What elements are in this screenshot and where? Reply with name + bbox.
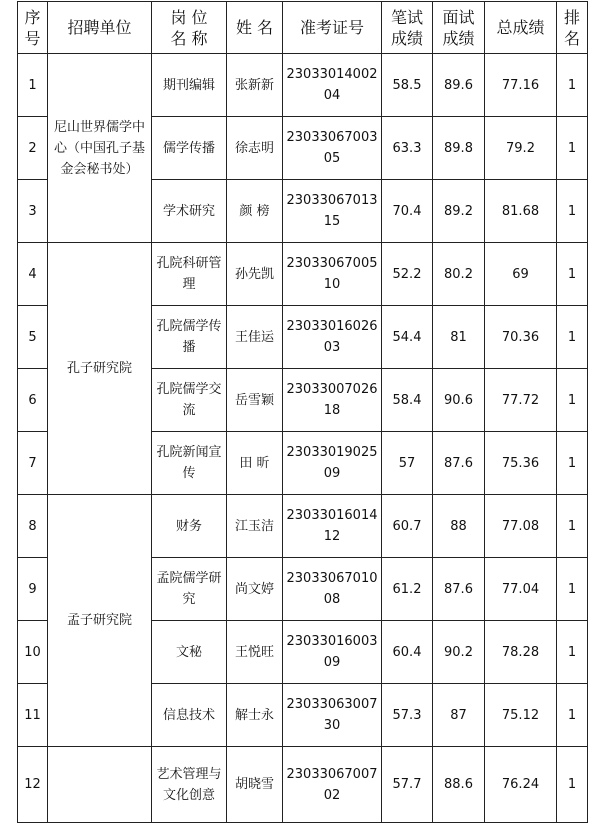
cell-no: 4	[18, 243, 48, 306]
cell-total: 70.36	[485, 306, 557, 369]
table-row	[18, 747, 588, 823]
cell-name: 胡晓雪	[227, 747, 283, 823]
table-row	[18, 495, 588, 558]
cell-written: 57	[382, 432, 433, 495]
cell-interview: 89.6	[433, 54, 485, 117]
cell-written: 60.7	[382, 495, 433, 558]
cell-exam-id: 2303300702618	[283, 369, 382, 432]
cell-rank: 1	[557, 180, 588, 243]
cell-written: 58.5	[382, 54, 433, 117]
cell-total: 77.04	[485, 558, 557, 621]
cell-no: 3	[18, 180, 48, 243]
cell-post: 孔院儒学交流	[152, 369, 227, 432]
cell-total: 81.68	[485, 180, 557, 243]
cell-no: 5	[18, 306, 48, 369]
cell-name: 颜 榜	[227, 180, 283, 243]
cell-post: 孟院儒学研究	[152, 558, 227, 621]
cell-rank: 1	[557, 243, 588, 306]
cell-exam-id: 2303301400204	[283, 54, 382, 117]
cell-rank: 1	[557, 621, 588, 684]
cell-total: 76.24	[485, 747, 557, 823]
cell-interview: 89.2	[433, 180, 485, 243]
cell-interview: 80.2	[433, 243, 485, 306]
header-post: 岗 位 名 称	[152, 2, 227, 54]
cell-interview: 87	[433, 684, 485, 747]
cell-post: 学术研究	[152, 180, 227, 243]
cell-post: 期刊编辑	[152, 54, 227, 117]
cell-exam-id: 2303306701008	[283, 558, 382, 621]
cell-interview: 90.6	[433, 369, 485, 432]
cell-name: 徐志明	[227, 117, 283, 180]
cell-name: 王佳运	[227, 306, 283, 369]
cell-interview: 87.6	[433, 558, 485, 621]
cell-exam-id: 2303301602603	[283, 306, 382, 369]
cell-interview: 81	[433, 306, 485, 369]
cell-total: 77.72	[485, 369, 557, 432]
header-exam-id: 准考证号	[283, 2, 382, 54]
cell-unit: 尼山世界儒学中心（中国孔子基金会秘书处）	[48, 54, 152, 243]
cell-interview: 88	[433, 495, 485, 558]
cell-exam-id: 2303301902509	[283, 432, 382, 495]
cell-name: 孙先凯	[227, 243, 283, 306]
cell-written: 57.7	[382, 747, 433, 823]
cell-name: 岳雪颖	[227, 369, 283, 432]
cell-rank: 1	[557, 306, 588, 369]
cell-post: 孔院科研管理	[152, 243, 227, 306]
header-written: 笔试 成绩	[382, 2, 433, 54]
header-no: 序 号	[18, 2, 48, 54]
cell-written: 57.3	[382, 684, 433, 747]
cell-exam-id: 2303306300730	[283, 684, 382, 747]
cell-post: 儒学传播	[152, 117, 227, 180]
cell-name: 尚文婷	[227, 558, 283, 621]
cell-interview: 88.6	[433, 747, 485, 823]
cell-no: 12	[18, 747, 48, 823]
cell-no: 9	[18, 558, 48, 621]
cell-unit: 孔子研究院	[48, 243, 152, 495]
header-interview: 面试 成绩	[433, 2, 485, 54]
cell-total: 78.28	[485, 621, 557, 684]
header-rank: 排 名	[557, 2, 588, 54]
cell-total: 69	[485, 243, 557, 306]
cell-written: 60.4	[382, 621, 433, 684]
cell-written: 70.4	[382, 180, 433, 243]
cell-name: 解士永	[227, 684, 283, 747]
cell-total: 75.36	[485, 432, 557, 495]
cell-no: 10	[18, 621, 48, 684]
cell-name: 江玉洁	[227, 495, 283, 558]
cell-written: 54.4	[382, 306, 433, 369]
header-name: 姓 名	[227, 2, 283, 54]
cell-total: 79.2	[485, 117, 557, 180]
cell-exam-id: 2303306700305	[283, 117, 382, 180]
cell-exam-id: 2303306700510	[283, 243, 382, 306]
cell-interview: 89.8	[433, 117, 485, 180]
cell-total: 77.08	[485, 495, 557, 558]
cell-rank: 1	[557, 432, 588, 495]
cell-interview: 90.2	[433, 621, 485, 684]
cell-post: 文秘	[152, 621, 227, 684]
cell-exam-id: 2303306701315	[283, 180, 382, 243]
cell-written: 58.4	[382, 369, 433, 432]
table-row	[18, 54, 588, 117]
cell-no: 2	[18, 117, 48, 180]
cell-rank: 1	[557, 495, 588, 558]
cell-exam-id: 2303301600309	[283, 621, 382, 684]
header-row	[18, 2, 588, 54]
cell-rank: 1	[557, 369, 588, 432]
cell-total: 75.12	[485, 684, 557, 747]
cell-no: 8	[18, 495, 48, 558]
cell-post: 孔院新闻宣传	[152, 432, 227, 495]
cell-written: 52.2	[382, 243, 433, 306]
cell-no: 6	[18, 369, 48, 432]
table-row	[18, 243, 588, 306]
cell-exam-id: 2303301601412	[283, 495, 382, 558]
cell-name: 田 昕	[227, 432, 283, 495]
cell-rank: 1	[557, 558, 588, 621]
cell-interview: 87.6	[433, 432, 485, 495]
cell-unit	[48, 747, 152, 823]
results-table	[17, 1, 588, 823]
cell-name: 王悦旺	[227, 621, 283, 684]
cell-rank: 1	[557, 117, 588, 180]
cell-post: 信息技术	[152, 684, 227, 747]
cell-no: 11	[18, 684, 48, 747]
cell-post: 财务	[152, 495, 227, 558]
cell-post: 艺术管理与文化创意	[152, 747, 227, 823]
cell-unit: 孟子研究院	[48, 495, 152, 747]
cell-no: 1	[18, 54, 48, 117]
header-unit: 招聘单位	[48, 2, 152, 54]
cell-exam-id: 2303306700702	[283, 747, 382, 823]
cell-post: 孔院儒学传播	[152, 306, 227, 369]
cell-name: 张新新	[227, 54, 283, 117]
cell-no: 7	[18, 432, 48, 495]
cell-written: 63.3	[382, 117, 433, 180]
cell-rank: 1	[557, 747, 588, 823]
cell-total: 77.16	[485, 54, 557, 117]
cell-written: 61.2	[382, 558, 433, 621]
cell-rank: 1	[557, 684, 588, 747]
header-total: 总成绩	[485, 2, 557, 54]
cell-rank: 1	[557, 54, 588, 117]
